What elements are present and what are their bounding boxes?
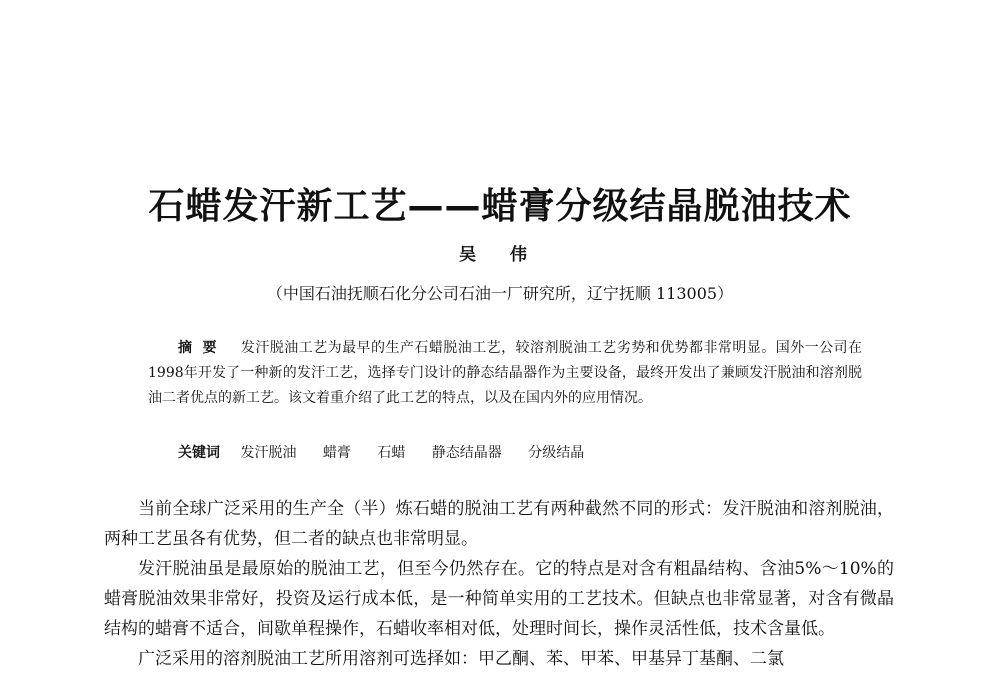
author-name: 吴 伟 <box>459 245 541 265</box>
keyword-item: 石蜡 <box>377 445 406 461</box>
keyword-item: 静态结晶器 <box>431 445 502 461</box>
body-paragraph: 发汗脱油虽是最原始的脱油工艺，但至今仍然存在。它的特点是对含有粗晶结构、含油5%～10%的蜡膏脱油效果非常好，投资及运行成本低，是一种简单实用的工艺技术。但缺点也非常显著，对含有微晶结构的蜡膏不适合，间歇单程操作，石蜡收率相对低，处理时间长，操作灵活性低，技术含量低。 <box>104 559 894 639</box>
keyword-item: 发汗脱油 <box>240 445 297 461</box>
author-affiliation: （中国石油抚顺石化分公司石油一厂研究所，辽宁抚顺 113005） <box>266 284 734 303</box>
body-paragraph: 当前全球广泛采用的生产全（半）炼石蜡的脱油工艺有两种截然不同的形式：发汗脱油和溶剂脱油，两种工艺虽各有优势，但二者的缺点也非常明显。 <box>104 499 894 549</box>
body-paragraph: 广泛采用的溶剂脱油工艺所用溶剂可选择如：甲乙酮、苯、甲苯、甲基异丁基酮、二氯 <box>138 649 784 669</box>
abstract-label: 摘要 <box>178 340 227 356</box>
abstract-block <box>148 336 862 411</box>
keyword-item: 蜡膏 <box>322 445 351 461</box>
keyword-item: 分级结晶 <box>528 445 585 461</box>
abstract-text: 发汗脱油工艺为最早的生产石蜡脱油工艺，较溶剂脱油工艺劣势和优势都非常明显。国外一公司在1998年开发了一种新的发汗工艺，选择专门设计的静态结晶器作为主要设备，最终开发出了兼顾发汗脱油和溶剂脱油二者优点的新工艺。该文着重介绍了此工艺的特点，以及在国内外的应用情况。 <box>148 340 863 406</box>
keywords-label: 关键词 <box>178 445 220 461</box>
keywords-line <box>178 442 606 462</box>
article-title: 石蜡发汗新工艺——蜡膏分级结晶脱油技术 <box>148 186 852 227</box>
body-text <box>104 494 894 674</box>
